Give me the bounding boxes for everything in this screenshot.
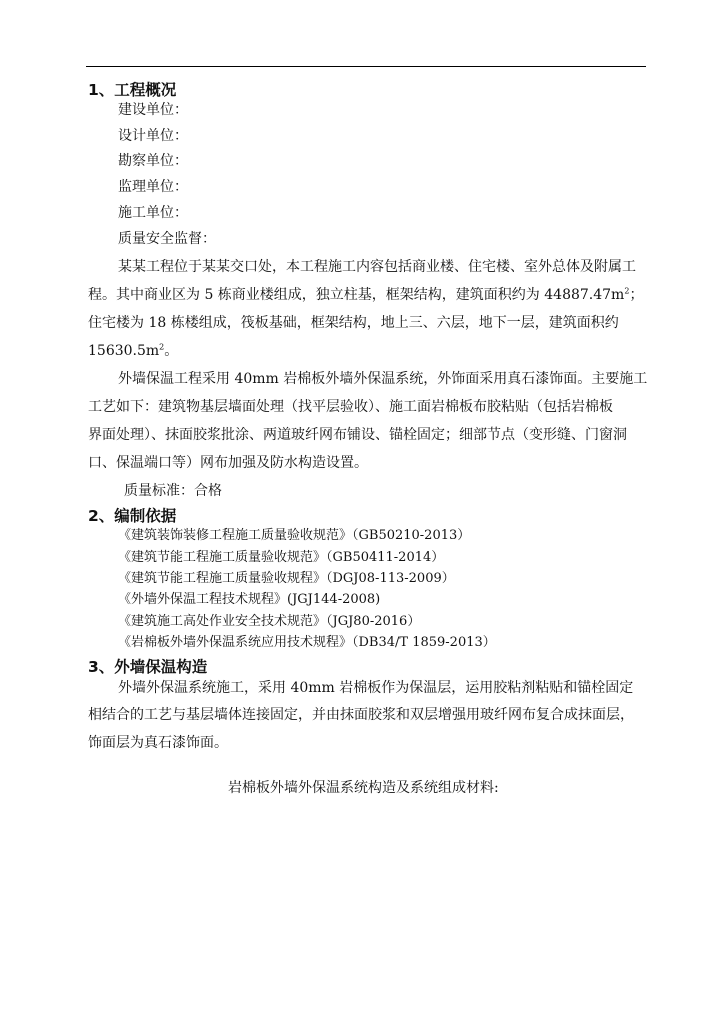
overview-text: 程。其中商业区为 5 栋商业楼组成，独立柱基，框架结构，建筑面积约为 44887.47m bbox=[88, 287, 625, 303]
overview-punct: 。 bbox=[164, 343, 179, 359]
overview-paragraph-line bbox=[88, 342, 178, 360]
insulation-paragraph-line: 界面处理）、抹面胶浆批涂、两道玻纤网布铺设、锚栓固定；细部节点（变形缝、门窗洞 bbox=[88, 427, 627, 443]
superscript-2: 2 bbox=[159, 342, 165, 352]
section-1-heading: 1、工程概况 bbox=[88, 81, 177, 99]
quality-standard: 质量标准：合格 bbox=[124, 483, 222, 499]
structure-paragraph-line: 饰面层为真石漆饰面。 bbox=[88, 735, 228, 751]
overview-punct: ； bbox=[629, 287, 644, 303]
header-rule bbox=[86, 66, 646, 67]
field-survey-unit: 勘察单位： bbox=[118, 153, 188, 169]
figure-caption: 岩棉板外墙外保温系统构造及系统组成材料: bbox=[228, 780, 499, 796]
section-3-heading: 3、外墙保温构造 bbox=[88, 658, 208, 676]
insulation-paragraph-line: 口、保温端口等）网布加强及防水构造设置。 bbox=[88, 455, 368, 471]
insulation-paragraph-line: 工艺如下：建筑物基层墙面处理（找平层验收）、施工面岩棉板布胶粘贴（包括岩棉板 bbox=[88, 399, 613, 415]
reference-item: 《建筑节能工程施工质量验收规程》（DGJ08-113-2009） bbox=[118, 571, 455, 586]
reference-item: 《建筑装饰装修工程施工质量验收规范》（GB50210-2013） bbox=[118, 528, 471, 543]
field-design-unit: 设计单位： bbox=[118, 128, 188, 144]
reference-item: 《外墙外保温工程技术规程》(JGJ144-2008) bbox=[118, 592, 381, 607]
reference-item: 《建筑施工高处作业安全技术规范》（JGJ80-2016） bbox=[118, 614, 421, 629]
overview-paragraph-line: 某某工程位于某某交口处，本工程施工内容包括商业楼、住宅楼、室外总体及附属工 bbox=[118, 259, 636, 275]
reference-item: 《岩棉板外墙外保温系统应用技术规程》（DB34/T 1859-2013） bbox=[118, 635, 496, 650]
insulation-paragraph-line: 外墙保温工程采用 40mm 岩棉板外墙外保温系统，外饰面采用真石漆饰面。主要施工 bbox=[118, 371, 648, 387]
field-construction-unit: 建设单位： bbox=[118, 102, 188, 118]
overview-paragraph-line: 住宅楼为 18 栋楼组成，筏板基础，框架结构，地上三、六层，地下一层，建筑面积约 bbox=[88, 315, 619, 331]
section-2-heading: 2、编制依据 bbox=[88, 507, 177, 525]
reference-item: 《建筑节能工程施工质量验收规范》（GB50411-2014） bbox=[118, 550, 445, 565]
field-supervision-unit: 监理单位： bbox=[118, 179, 188, 195]
structure-paragraph-line: 相结合的工艺与基层墙体连接固定，并由抹面胶浆和双层增强用玻纤网布复合成抹面层， bbox=[88, 707, 634, 723]
overview-text: 15630.5m bbox=[88, 343, 160, 359]
field-quality-supervision: 质量安全监督： bbox=[118, 231, 216, 247]
overview-paragraph-line bbox=[88, 286, 643, 304]
structure-paragraph-line: 外墙外保温系统施工，采用 40mm 岩棉板作为保温层，运用胶粘剂粘贴和锚栓固定 bbox=[118, 680, 634, 696]
field-contractor-unit: 施工单位： bbox=[118, 205, 188, 221]
superscript-2: 2 bbox=[624, 286, 630, 296]
